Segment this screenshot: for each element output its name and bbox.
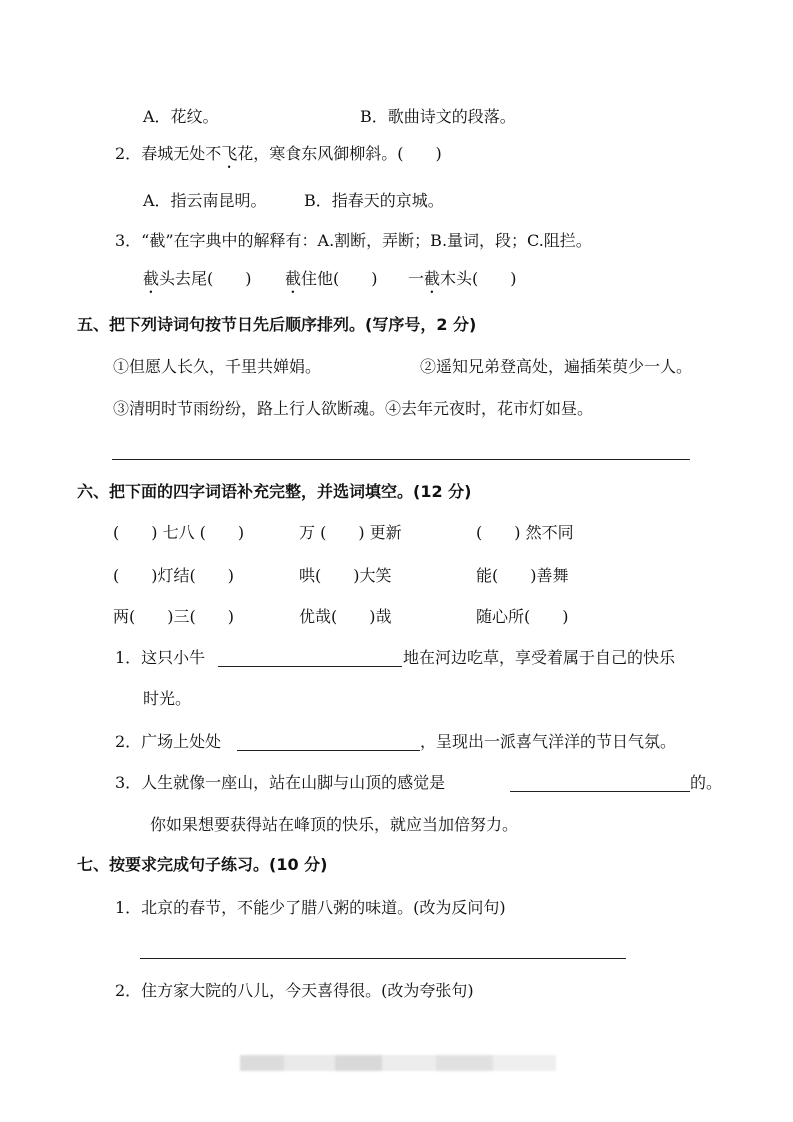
q4-item3-w2-dotted: 截 [285, 269, 302, 288]
footer-watermark [240, 1055, 556, 1071]
q5-heading: 五、把下列诗词句按节日先后顺序排列。(写序号，2 分) [77, 315, 477, 334]
q4-item2-question [115, 143, 442, 172]
q7-heading: 七、按要求完成句子练习。(10 分) [77, 855, 328, 874]
q6-heading: 六、把下面的四字词语补充完整，并选词填空。(12 分) [77, 482, 472, 501]
q4-item3-w3-dotted: 截 [424, 269, 441, 288]
q4-item3-word-1 [143, 268, 252, 297]
q4-item3-w1-dotted: 截 [143, 269, 160, 288]
q4-item3-word-2 [285, 268, 378, 297]
q4-item2-number: 2． [115, 144, 142, 163]
q4-item2-dotted-char: 飞 [221, 144, 238, 163]
q7-answer-line-1[interactable] [140, 958, 626, 959]
q7-sentence-2: 2．住方家大院的八儿，今天喜得很。(改为夸张句) [115, 981, 474, 1000]
q6-sentence-1-blank[interactable] [218, 666, 402, 667]
q4-item2-post: 花，寒食东风御柳斜。( ) [237, 144, 442, 163]
q6-sentence-3-cont: 你如果想要获得站在峰顶的快乐，就应当加倍努力。 [150, 815, 519, 834]
q6-idiom-3-1: 两( )三( ) [113, 607, 234, 626]
q6-sentence-1-cont: 时光。 [143, 689, 192, 708]
q6-sentence-2-start: 2．广场上处处 [115, 732, 222, 751]
q6-idiom-2-3: 能( )善舞 [476, 566, 569, 585]
q6-idiom-1-3: ( ) 然不同 [476, 523, 574, 542]
q6-idiom-2-2: 哄( )大笑 [299, 566, 392, 585]
q4-item3-w2-rest: 住他( ) [301, 269, 378, 288]
q6-idiom-3-3: 随心所( ) [476, 607, 569, 626]
q6-idiom-1-1: ( ) 七八 ( ) [113, 523, 245, 542]
q6-idiom-1-2: 万 ( ) 更新 [299, 523, 402, 542]
q6-sentence-3-end: 的。 [690, 773, 723, 792]
q4-item3-word-3 [408, 268, 517, 297]
q6-idiom-3-2: 优哉( )哉 [299, 607, 392, 626]
q4-item1-option-a: A．花纹。 [143, 107, 219, 126]
q4-item1-option-b: B．歌曲诗文的段落。 [360, 107, 516, 126]
q6-sentence-2-blank[interactable] [237, 750, 420, 751]
q4-item3-w1-rest: 头去尾( ) [159, 269, 252, 288]
q5-line-1a: ①但愿人长久，千里共婵娟。 [113, 357, 322, 376]
q4-item2-option-b: B．指春天的京城。 [304, 191, 444, 210]
q6-sentence-1-end: 地在河边吃草，享受着属于自己的快乐 [403, 648, 676, 667]
q4-item3-w3-rest: 木头( ) [440, 269, 517, 288]
q4-item2-pre: 春城无处不 [141, 144, 222, 163]
q6-sentence-2-end: ，呈现出一派喜气洋洋的节日气氛。 [420, 732, 677, 751]
q4-item3-question: 3．“截”在字典中的解释有：A.割断，弄断；B.量词，段；C.阻拦。 [115, 231, 592, 250]
q6-sentence-1-start: 1．这只小牛 [115, 648, 206, 667]
q6-sentence-3-blank[interactable] [510, 791, 690, 792]
q4-item3-w3-pre: 一 [408, 269, 425, 288]
q4-item2-option-a: A．指云南昆明。 [143, 191, 267, 210]
q6-idiom-2-1: ( )灯结( ) [113, 566, 234, 585]
q5-line-2: ③清明时节雨纷纷，路上行人欲断魂。④去年元夜时，花市灯如昼。 [113, 399, 594, 418]
q5-answer-line[interactable] [112, 459, 690, 460]
q7-sentence-1: 1．北京的春节，不能少了腊八粥的味道。(改为反问句) [115, 898, 506, 917]
q6-sentence-3-start: 3．人生就像一座山，站在山脚与山顶的感觉是 [115, 773, 446, 792]
q5-line-1b: ②遥知兄弟登高处，遍插茱萸少一人。 [420, 357, 693, 376]
